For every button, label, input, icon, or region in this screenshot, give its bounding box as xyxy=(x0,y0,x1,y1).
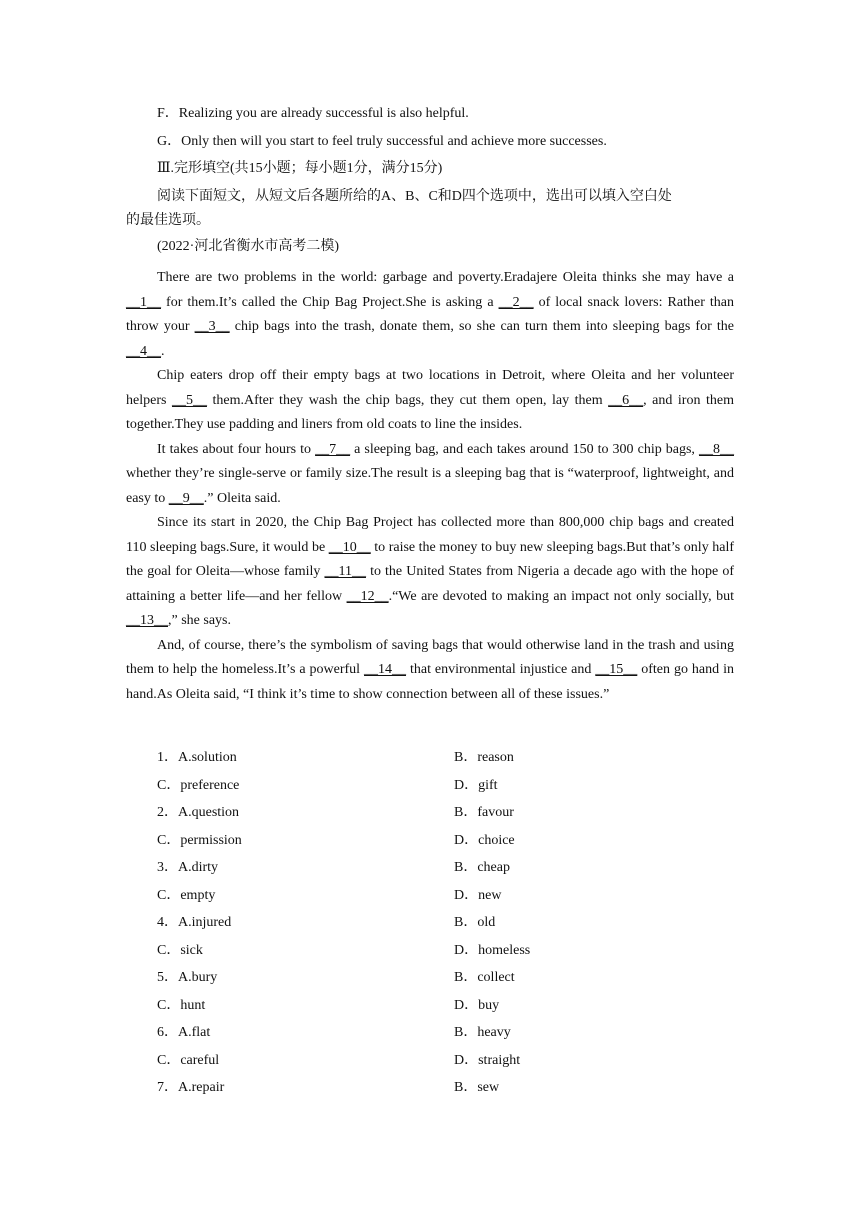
option-row xyxy=(157,909,737,937)
option-right: B．reason xyxy=(454,750,514,765)
option-right: D．new xyxy=(454,887,502,903)
option-g: G．Only then will you start to feel truly successful and achieve more successes. xyxy=(157,133,607,149)
blank-5: __5__ xyxy=(171,392,207,408)
text-run: .“We are devoted to making an impact not only socially, but xyxy=(388,588,734,604)
blank-6: __6__ xyxy=(608,392,644,408)
blank-1: __1__ xyxy=(126,294,161,310)
paragraph-4 xyxy=(126,511,734,634)
blank-3: __3__ xyxy=(194,319,230,334)
option-left: 3．A.dirty xyxy=(157,860,219,875)
option-right: B．old xyxy=(454,915,496,930)
text-run: It takes about four hours to xyxy=(157,441,316,457)
option-row xyxy=(157,827,737,855)
text-run: Chip eaters drop off their empty bags at two locations in Detroit, where Oleita and her volunteer helpers xyxy=(126,368,734,408)
option-left: C．careful xyxy=(157,1052,220,1068)
instruction-line-2: 的最佳选项。 xyxy=(126,213,210,228)
option-right: B．heavy xyxy=(454,1025,511,1040)
blank-15: __15__ xyxy=(595,662,638,677)
option-right: B．collect xyxy=(454,970,515,985)
answer-options xyxy=(157,744,737,1102)
blank-14: __14__ xyxy=(364,662,407,677)
option-right: D．buy xyxy=(454,997,500,1013)
blank-7: __7__ xyxy=(315,441,351,457)
text-run: And, of course, there’s the symbolism of saving bags that would otherwise land in the trash and using them to help the homeless.It’s a powerful xyxy=(126,637,734,677)
option-row xyxy=(157,744,737,772)
blank-10: __10__ xyxy=(328,539,371,555)
option-left: C．empty xyxy=(157,887,216,903)
text-run: to raise the money to buy new sleeping bags.But that’s only half the goal for Oleita—whose family xyxy=(126,539,734,579)
option-left: 6．A.flat xyxy=(157,1025,211,1040)
option-left: C．permission xyxy=(157,832,242,848)
paragraph-5 xyxy=(126,634,734,708)
text-run: of local snack lovers: Rather than throw your xyxy=(126,294,734,334)
header-block xyxy=(126,102,734,259)
option-row xyxy=(157,1074,737,1102)
blank-9: __9__ xyxy=(168,490,204,506)
passage xyxy=(126,266,734,707)
text-run: ,” she says. xyxy=(168,613,231,628)
option-left: 2．A.question xyxy=(157,805,240,820)
paragraph-3 xyxy=(126,438,734,512)
option-right: D．homeless xyxy=(454,942,531,958)
option-row xyxy=(157,854,737,882)
option-left: 4．A.injured xyxy=(157,915,232,930)
option-left: C．hunt xyxy=(157,997,206,1013)
option-right: D．straight xyxy=(454,1052,521,1068)
option-right: B．sew xyxy=(454,1080,500,1095)
blank-13: __13__ xyxy=(126,613,168,628)
instruction-line-1: 阅读下面短文，从短文后各题所给的A、B、C和D四个选项中，选出可以填入空白处 xyxy=(157,188,672,204)
section-heading: Ⅲ.完形填空(共15小题；每小题1分，满分15分) xyxy=(157,161,443,176)
option-row xyxy=(157,1019,737,1047)
text-run: whether they’re single-serve or family size.The result is a sleeping bag that is “waterproof, lightweight, and easy to xyxy=(126,466,734,506)
blank-11: __11__ xyxy=(324,564,366,579)
text-run: , and iron them together.They use padding and liners from old coats to line the insides. xyxy=(126,392,734,432)
option-row xyxy=(157,772,737,800)
option-left: 1．A.solution xyxy=(157,750,237,765)
paragraph-1 xyxy=(126,266,734,364)
blank-8: __8__ xyxy=(698,441,734,457)
option-row xyxy=(157,882,737,910)
option-left: C．sick xyxy=(157,942,203,958)
text-run: to the United States from Nigeria a decade ago with the hope of attaining a better life—and her fellow xyxy=(126,564,734,604)
paragraph-2 xyxy=(126,364,734,438)
source-line: (2022·河北省衡水市高考二模) xyxy=(157,238,339,254)
option-f: F．Realizing you are already successful is also helpful. xyxy=(157,106,469,121)
text-run: that environmental injustice and xyxy=(406,662,596,677)
text-run: them.After they wash the chip bags, they cut them open, lay them xyxy=(206,392,609,408)
option-right: B．favour xyxy=(454,805,514,820)
option-right: B．cheap xyxy=(454,860,510,875)
text-run: a sleeping bag, and each takes around 150 to 300 chip bags, xyxy=(350,441,699,457)
blank-4: __4__ xyxy=(126,343,161,359)
option-left: C．preference xyxy=(157,777,240,793)
blank-2: __2__ xyxy=(498,294,534,310)
option-row xyxy=(157,992,737,1020)
option-right: D．choice xyxy=(454,832,515,848)
blank-12: __12__ xyxy=(346,588,389,604)
text-run: chip bags into the trash, donate them, so she can turn them into sleeping bags for the xyxy=(229,319,735,334)
option-row xyxy=(157,964,737,992)
option-row xyxy=(157,1047,737,1075)
text-run: . xyxy=(161,343,165,359)
text-run: .” Oleita said. xyxy=(203,490,281,506)
text-run: for them.It’s called the Chip Bag Project.She is asking a xyxy=(161,294,499,310)
option-row xyxy=(157,799,737,827)
option-right: D．gift xyxy=(454,777,498,793)
text-run: Since its start in 2020, the Chip Bag Project has collected more than 800,000 chip bags and created 110 sleeping bags.Sure, it would be xyxy=(126,515,734,555)
option-row xyxy=(157,937,737,965)
option-left: 7．A.repair xyxy=(157,1080,225,1095)
option-left: 5．A.bury xyxy=(157,970,218,985)
text-run: There are two problems in the world: garbage and poverty.Eradajere Oleita thinks she may have a xyxy=(157,270,734,285)
text-run: often go hand in hand.As Oleita said, “I think it’s time to show connection between all of these issues.” xyxy=(126,662,734,702)
